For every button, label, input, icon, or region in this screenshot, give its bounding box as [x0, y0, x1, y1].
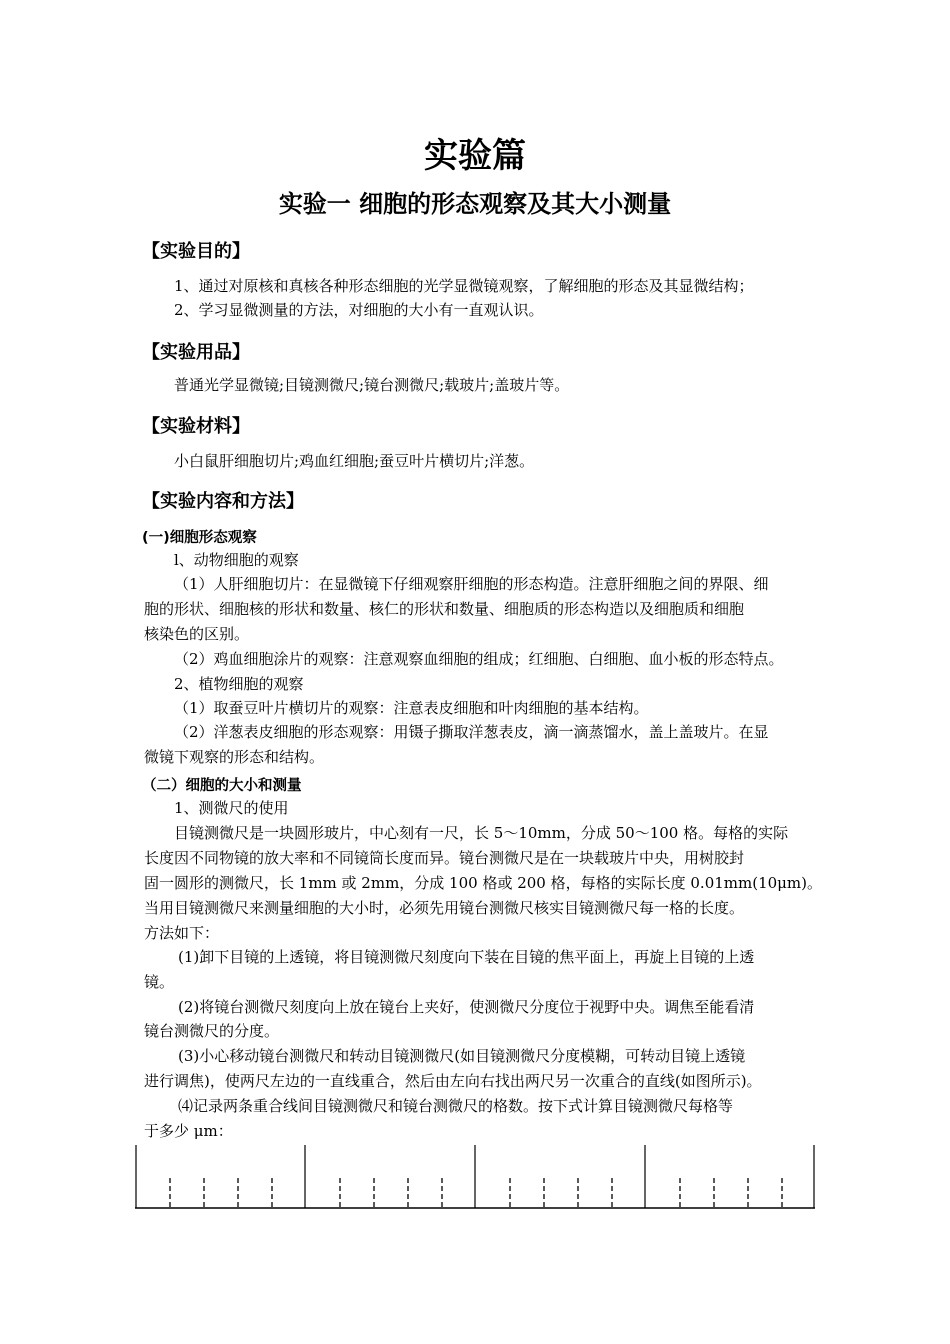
text-line: （2）鸡血细胞涂片的观察：注意观察血细胞的组成；红细胞、白细胞、血小板的形态特点。	[174, 650, 784, 668]
text-line: 镜。	[144, 973, 175, 991]
text-line: （2）洋葱表皮细胞的形态观察：用镊子撕取洋葱表皮，滴一滴蒸馏水，盖上盖玻片。在显	[174, 723, 769, 741]
text-line: l、动物细胞的观察	[174, 551, 299, 569]
purpose-line: 2、学习显微测量的方法，对细胞的大小有一直观认识。	[174, 301, 544, 319]
subsection-heading-morphology: (一)细胞形态观察	[142, 530, 257, 546]
text-line: (1)卸下目镜的上透镜，将目镜测微尺刻度向下装在目镜的焦平面上，再旋上目镜的上透	[178, 948, 755, 966]
supplies-line: 普通光学显微镜;目镜测微尺;镜台测微尺;载玻片;盖玻片等。	[174, 376, 570, 394]
text-line: 长度因不同物镜的放大率和不同镜筒长度而异。镜台测微尺是在一块载玻片中央，用树胶封	[144, 849, 745, 867]
section-heading-methods: 【实验内容和方法】	[142, 491, 304, 512]
text-line: 目镜测微尺是一块圆形玻片，中心刻有一尺，长 5～10mm，分成 50～100 格。每格的实际	[174, 824, 789, 842]
text-line: 固一圆形的测微尺，长 1mm 或 2mm，分成 100 格或 200 格，每格的实际长度 0.01mm(10μm)。	[144, 874, 822, 892]
text-line: 核染色的区别。	[144, 625, 250, 643]
scale-minor-ticks	[170, 1178, 782, 1208]
purpose-line: 1、通过对原核和真核各种形态细胞的光学显微镜观察，了解细胞的形态及其显微结构；	[174, 277, 754, 295]
text-line: ⑷记录两条重合线间目镜测微尺和镜台测微尺的格数。按下式计算目镜测微尺每格等	[178, 1097, 734, 1115]
text-line: 胞的形状、细胞核的形状和数量、核仁的形状和数量、细胞质的形态构造以及细胞质和细胞	[144, 600, 745, 618]
text-line: 方法如下：	[144, 924, 220, 942]
micrometer-scale-drawing	[135, 1145, 815, 1211]
section-heading-purpose: 【实验目的】	[142, 241, 250, 262]
section-heading-materials: 【实验材料】	[142, 416, 250, 437]
text-line: 进行调焦)，使两尺左边的一直线重合，然后由左向右找出两尺另一次重合的直线(如图所示)。	[144, 1072, 762, 1090]
text-line: (2)将镜台测微尺刻度向上放在镜台上夹好，使测微尺分度位于视野中央。调焦至能看清	[178, 998, 755, 1016]
text-line: （1）取蚕豆叶片横切片的观察：注意表皮细胞和叶肉细胞的基本结构。	[174, 699, 649, 717]
page-title: 实验篇	[424, 136, 526, 176]
subsection-heading-measurement: （二）细胞的大小和测量	[142, 778, 302, 794]
materials-line: 小白鼠肝细胞切片;鸡血红细胞;蚕豆叶片横切片;洋葱。	[174, 452, 535, 470]
text-line: 2、植物细胞的观察	[174, 675, 304, 693]
text-line: (3)小心移动镜台测微尺和转动目镜测微尺(如目镜测微尺分度模糊，可转动目镜上透镜	[178, 1047, 746, 1065]
section-heading-supplies: 【实验用品】	[142, 342, 250, 363]
text-line: 微镜下观察的形态和结构。	[144, 748, 325, 766]
text-line: 1、测微尺的使用	[174, 799, 289, 817]
text-line: （1）人肝细胞切片：在显微镜下仔细观察肝细胞的形态构造。注意肝细胞之间的界限、细	[174, 575, 769, 593]
experiment-title: 实验一 细胞的形态观察及其大小测量	[278, 190, 672, 218]
text-line: 镜台测微尺的分度。	[144, 1022, 280, 1040]
micrometer-scale-figure	[135, 1145, 815, 1211]
text-line: 于多少 μm：	[144, 1122, 233, 1140]
text-line: 当用目镜测微尺来测量细胞的大小时，必须先用镜台测微尺核实目镜测微尺每一格的长度。	[144, 899, 745, 917]
